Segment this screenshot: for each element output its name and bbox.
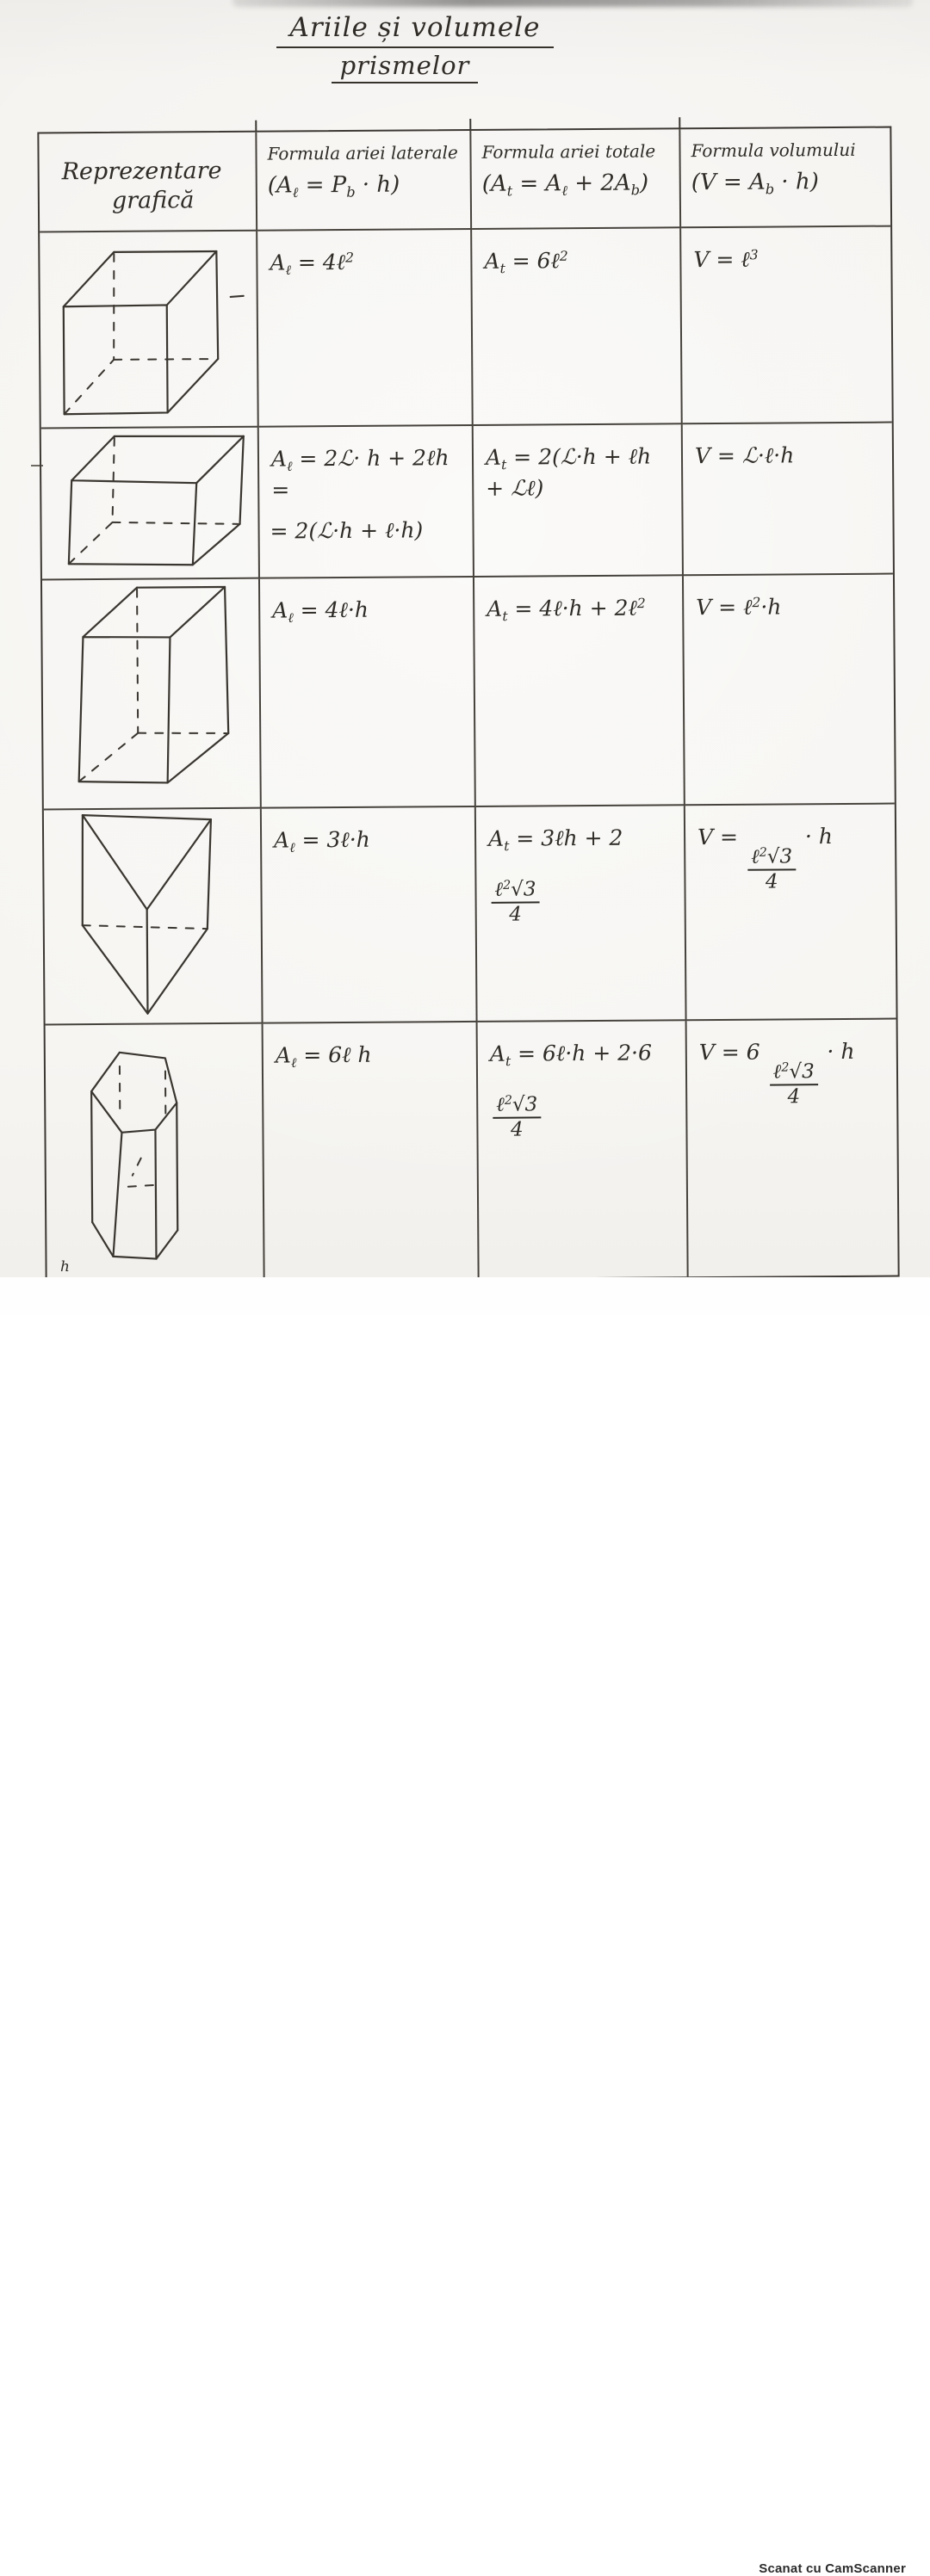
hexagonal-prism-lateral-area: $A_\ell$ = 6ℓ h: [264, 1022, 480, 1280]
cube-figure: [40, 232, 259, 428]
triangular-prism-lateral-area: $A_\ell$ = 3ℓ·h: [262, 807, 478, 1024]
cuboid-lateral-area-line1: $A_\ell$ = 2ℒ· h + 2ℓh =: [271, 443, 467, 505]
table-tick-artifact: [679, 117, 680, 128]
table-tick-artifact: [469, 119, 471, 130]
cuboid-lateral-area: [259, 426, 474, 579]
header-lateral-area: [257, 131, 472, 232]
hexagonal-prism-total-area: $A_t$ = 6ℓ·h + 2·6 $\frac{\ell^2√3}{4}$: [478, 1021, 689, 1278]
header-volume-label: Formula volumului: [680, 128, 890, 162]
table-tick-artifact: [255, 120, 257, 132]
header-volume: [680, 128, 890, 229]
header-volume-formula: $(V = A_b \cdot h)$: [681, 160, 890, 198]
header-lateral-area-formula: $(A_\ell = P_b \cdot h)$: [257, 163, 470, 201]
row-triangular-prism-figure-cell: [44, 809, 264, 1026]
cuboid-volume: V = ℒ·ℓ·h: [683, 423, 893, 577]
scanner-strip: [0, 1277, 930, 1315]
square-prism-volume: V = ℓ$^2$·h: [684, 575, 895, 806]
header-total-area-label: Formula ariei totale: [471, 129, 679, 163]
triangular-prism-total-area: $A_t$ = 3ℓh + 2 $\frac{\ell^2√3}{4}$: [476, 806, 687, 1022]
square-prism-lateral-area: $A_\ell$ = 4ℓ·h: [260, 578, 476, 809]
cuboid-lateral-area-line2: = 2(ℒ·h + ℓ·h): [270, 516, 467, 546]
header-representation-line1: Reprezentare: [62, 157, 256, 187]
hexagonal-prism-figure: [46, 1024, 265, 1280]
scan-smudge-artifact: [232, 0, 913, 7]
cube-total-area: $A_t$ = 6ℓ$^2$: [472, 228, 683, 426]
row-square-prism-figure-cell: [42, 579, 262, 811]
camscanner-watermark: Scanat cu CamScanner: [759, 2561, 906, 2576]
header-total-area: [471, 129, 681, 230]
cuboid-total-area: $A_t$ = 2(ℒ·h + ℓh + ℒℓ): [474, 424, 684, 578]
square-prism-figure: [42, 579, 262, 809]
title-line-2: prismelor: [332, 51, 479, 83]
cube-lateral-area: $A_\ell$ = 4ℓ$^2$: [257, 230, 474, 428]
hexagonal-prism-volume: V = 6 $\frac{\ell^2√3}{4}$ · h: [687, 1020, 898, 1277]
square-prism-total-area: $A_t$ = 4ℓ·h + 2ℓ$^2$: [474, 576, 685, 807]
row-hexagonal-prism-figure-cell: [46, 1024, 265, 1282]
triangular-prism-figure: [44, 809, 264, 1024]
row-cube-figure-cell: [40, 232, 259, 429]
header-representation: [39, 133, 257, 233]
title-line-1: Ariile și volumele: [276, 12, 555, 48]
formulas-table: [37, 127, 899, 1283]
page-title: [0, 12, 880, 80]
cube-volume: V = ℓ$^3$: [681, 227, 892, 425]
rectangular-parallelepiped-figure: [41, 428, 260, 579]
header-representation-line2: grafică: [112, 185, 256, 215]
header-total-area-formula: $(A_t = A_\ell + 2A_b)$: [472, 161, 679, 200]
header-lateral-area-label: Formula ariei laterale: [257, 131, 469, 164]
row-cuboid-figure-cell: [41, 428, 260, 581]
margin-letter-mark: h: [60, 1258, 70, 1276]
triangular-prism-volume: V = $\frac{\ell^2√3}{4}$ · h: [685, 805, 896, 1022]
